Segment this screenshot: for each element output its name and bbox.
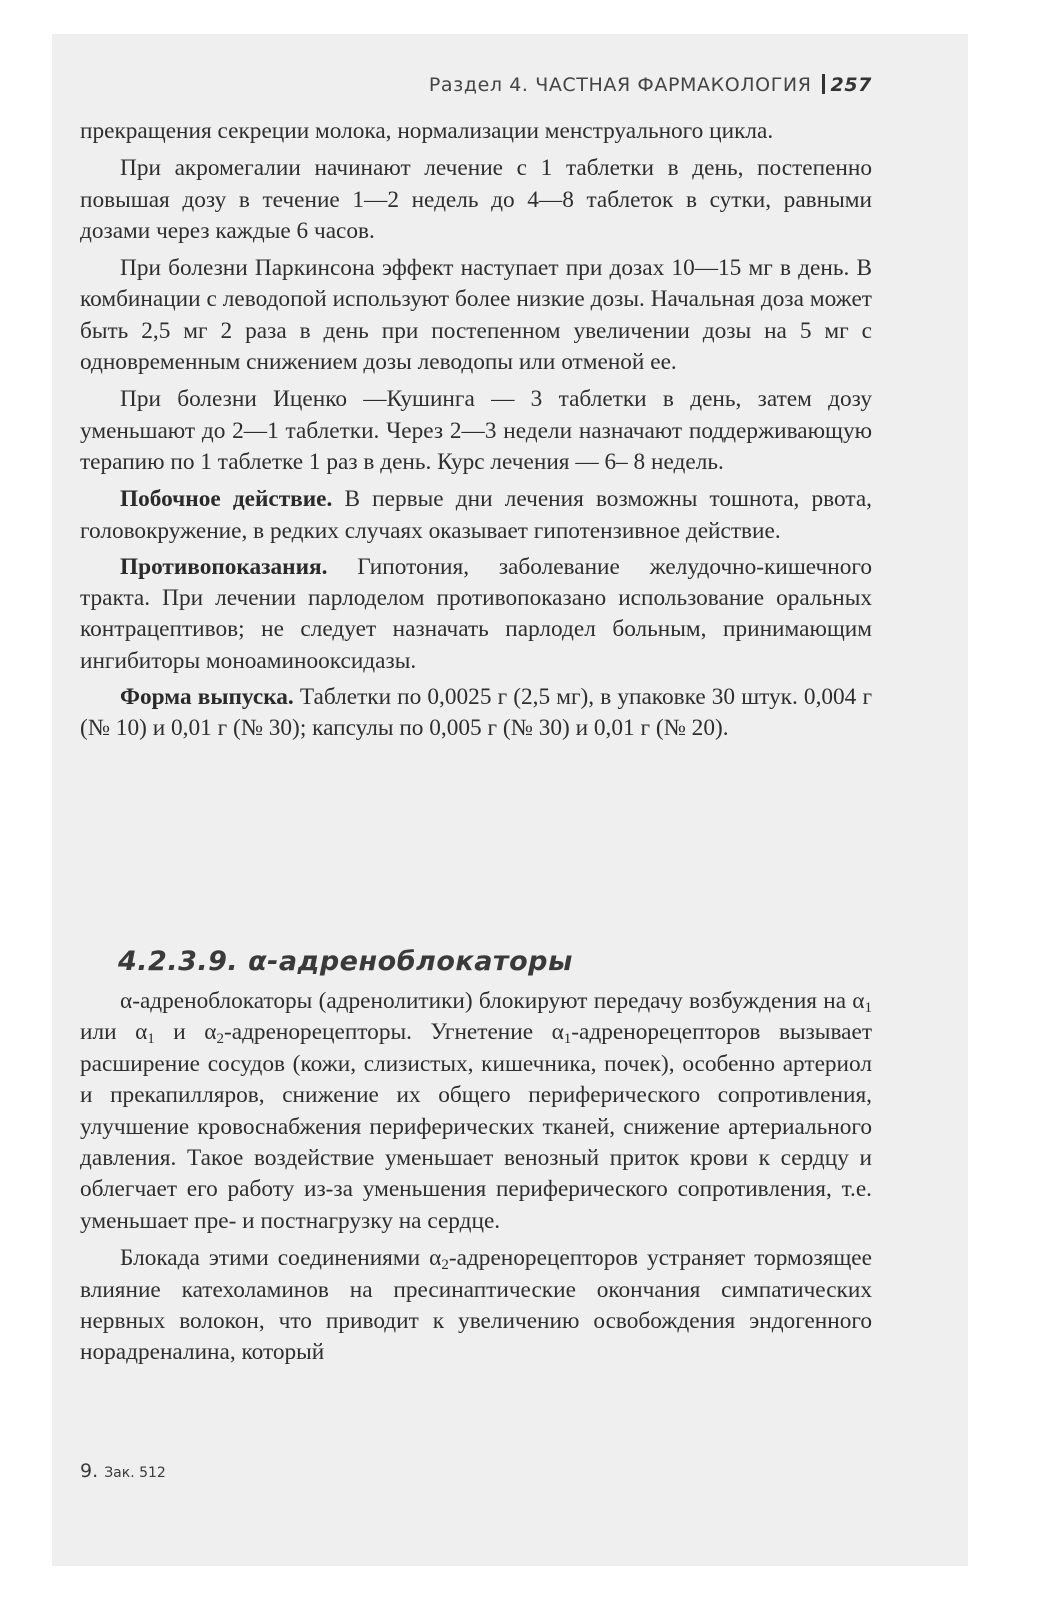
paragraph-alpha2-blockade — [80, 1243, 872, 1369]
text-run: -адренорецепторов вызывает расширение сосудов (кожи, слизистых, кишечника, почек), особенно артериол и прекапилляров, снижение их общего периферического сопротивления, улучшение кровоснабжения периферических тканей, снижение артериального давления. Такое воздействие уменьшает венозный приток крови к сердцу и облегчает его работу из-за уменьшения периферического сопротивления, т.е. уменьшает пре- и постнагрузку на сердце. — [80, 1019, 873, 1234]
subscript: 1 — [864, 1000, 872, 1016]
release-form-label: Форма выпуска. — [120, 684, 294, 711]
paragraph-alpha-blockers — [80, 986, 872, 1237]
release-form-text: Таблетки по 0,0025 г (2,5 мг), в упаковке 30 штук. 0,004 г (№ 10) и 0,01 г (№ 30); капсулы по 0,005 г (№ 30) и 0,01 г (№ 20). — [80, 684, 873, 742]
subscript: 1 — [147, 1031, 155, 1048]
printer-signature — [80, 1460, 166, 1482]
paragraph-cushing: При болезни Иценко —Кушинга — 3 таблетки в день, затем дозу уменьшают до 2—1 таблетки. Через 2—3 недели назначают поддерживающую терапию по 1 таблетке 1 раз в день. Курс лечения — 6– 8 недель. — [80, 386, 872, 475]
paragraph-side-effects — [80, 484, 872, 547]
subscript: 2 — [441, 1257, 449, 1274]
order-number: Зак. 512 — [104, 1465, 166, 1481]
page-number: 257 — [830, 74, 872, 96]
subscript: 1 — [563, 1031, 572, 1048]
side-effects-text: В первые дни лечения возможны тошнота, рвота, головокружение, в редких случаях оказывает гипотензивное действие. — [80, 486, 872, 544]
section-title: Раздел 4. ЧАСТНАЯ ФАРМАКОЛОГИЯ — [428, 74, 812, 96]
top-text-block — [80, 116, 872, 750]
contraindications-text: Гипотония, заболевание желудочно-кишечного тракта. При лечении парлоделом противопоказано использование оральных контрацептивов; не следует назначать парлодел больным, принимающим ингибиторы моноаминооксидазы. — [80, 553, 872, 674]
text-run: и α — [154, 1019, 217, 1046]
paragraph-parkinson: При болезни Паркинсона эффект наступает при дозах 10—15 мг в день. В комбинации с леводопой используют более низкие дозы. Начальная доза может быть 2,5 мг 2 раза в день при постепенном увеличении дозы на 5 мг с одновременным снижением дозы леводопы или отменой ее. — [80, 255, 872, 376]
side-effects-label: Побочное действие. — [120, 486, 333, 513]
paragraph-continuation: прекращения секреции молока, нормализации менструального цикла. — [80, 118, 774, 144]
text-run: или α — [80, 1019, 148, 1046]
signature-number: 9. — [80, 1460, 99, 1482]
header-separator — [822, 74, 825, 94]
subscript: 2 — [216, 1031, 224, 1048]
contraindications-label: Противопоказания. — [120, 553, 328, 580]
section-heading: 4.2.3.9. α-адреноблокаторы — [118, 946, 573, 977]
paragraph-release-form — [80, 682, 872, 745]
running-header — [60, 74, 872, 96]
paragraph-contraindications — [80, 552, 872, 677]
text-run: α-адреноблокаторы (адренолитики) блокируют передачу возбуждения на α — [120, 988, 865, 1014]
text-run: Блокада этими соединениями α — [120, 1245, 442, 1272]
paragraph-acromegaly: При акромегалии начинают лечение с 1 таблетки в день, постепенно повышая дозу в течение 1—2 недель до 4—8 таблеток в сутки, равными дозами через каждые 6 часов. — [80, 155, 872, 244]
text-run: -адренорецепторов устраняет тормозящее влияние катехоламинов на пресинаптические окончания симпатических нервных волокон, что приводит к увеличению освобождения эндогенного норадреналина, который — [80, 1245, 872, 1366]
bottom-text-block — [80, 986, 872, 1375]
text-run: -адренорецепторы. Угнетение α — [223, 1019, 564, 1046]
